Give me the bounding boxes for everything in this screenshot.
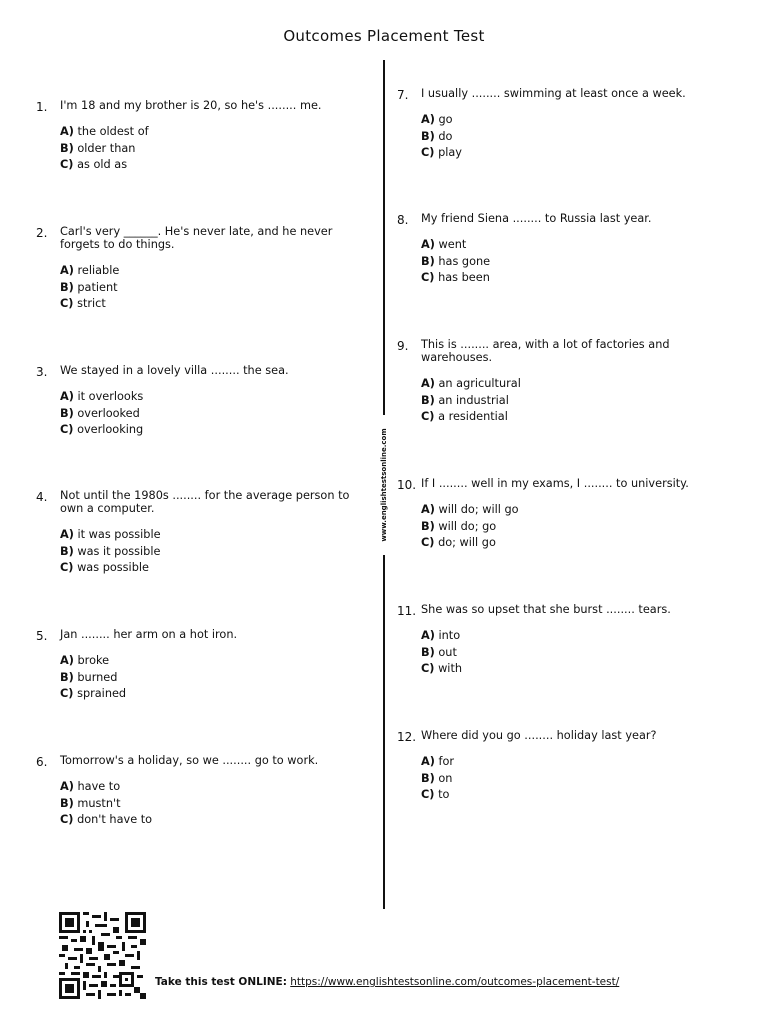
option-text: has gone <box>438 254 491 268</box>
option-c[interactable] <box>60 812 370 829</box>
option-text: reliable <box>77 264 120 277</box>
option-letter: B) <box>60 280 74 294</box>
question-stem: Carl's very ______. He's never late, and he never forgets to do things. <box>60 225 333 251</box>
question-stem: Tomorrow's a holiday, so we ........ go to work. <box>60 754 319 767</box>
option-text: on <box>438 771 453 785</box>
option-text: was possible <box>77 561 149 575</box>
option-a[interactable] <box>421 112 731 129</box>
option-b[interactable] <box>60 544 370 561</box>
footer <box>155 976 619 988</box>
option-b[interactable] <box>60 141 370 158</box>
option-text: will do; go <box>438 519 497 533</box>
option-c[interactable] <box>60 686 370 703</box>
option-c[interactable] <box>421 409 731 426</box>
option-c[interactable] <box>60 422 370 439</box>
question-number: 10. <box>397 478 417 492</box>
option-text: will do; will go <box>438 503 519 516</box>
option-c[interactable] <box>421 535 731 552</box>
option-b[interactable] <box>421 645 731 662</box>
option-b[interactable] <box>421 393 731 410</box>
option-text: go <box>438 113 453 126</box>
option-a[interactable] <box>421 376 731 393</box>
question-12 <box>397 729 731 804</box>
question-4 <box>36 489 370 577</box>
option-text: patient <box>77 280 118 294</box>
question-number: 2. <box>36 226 48 240</box>
question-10 <box>397 477 731 552</box>
option-c[interactable] <box>421 145 731 162</box>
option-letter: C) <box>60 687 74 701</box>
option-c[interactable] <box>421 270 731 287</box>
question-number: 11. <box>397 604 417 618</box>
option-text: out <box>438 645 457 659</box>
option-letter: C) <box>60 158 74 172</box>
option-letter: C) <box>60 813 74 827</box>
option-text: a residential <box>438 410 508 424</box>
option-letter: C) <box>421 410 435 424</box>
watermark-text: www.englishtestsonline.com <box>378 415 390 555</box>
option-text: it overlooks <box>77 390 144 403</box>
option-letter: B) <box>60 141 74 155</box>
option-text: do <box>438 129 453 143</box>
question-number: 1. <box>36 100 48 114</box>
question-1 <box>36 99 370 174</box>
question-stem: My friend Siena ........ to Russia last year. <box>421 212 652 225</box>
question-6 <box>36 754 370 829</box>
question-number: 4. <box>36 490 48 504</box>
option-a[interactable] <box>60 779 370 796</box>
option-letter: A) <box>421 238 435 251</box>
option-letter: B) <box>421 254 435 268</box>
option-letter: A) <box>60 125 74 138</box>
option-text: sprained <box>77 687 127 701</box>
option-letter: A) <box>421 755 435 768</box>
question-7 <box>397 87 731 162</box>
question-number: 9. <box>397 339 409 353</box>
option-letter: C) <box>421 788 435 802</box>
option-letter: A) <box>60 264 74 277</box>
question-number: 6. <box>36 755 48 769</box>
option-b[interactable] <box>60 670 370 687</box>
question-number: 5. <box>36 629 48 643</box>
option-letter: B) <box>421 519 435 533</box>
option-letter: A) <box>421 377 435 390</box>
question-11 <box>397 603 731 678</box>
question-stem: She was so upset that she burst ........ tears. <box>421 603 671 616</box>
question-stem: I'm 18 and my brother is 20, so he's ........ me. <box>60 99 322 112</box>
option-b[interactable] <box>421 129 731 146</box>
option-a[interactable] <box>60 263 370 280</box>
option-a[interactable] <box>421 628 731 645</box>
test-online-link[interactable]: https://www.englishtestsonline.com/outcomes-placement-test/ <box>290 976 620 988</box>
option-a[interactable] <box>60 527 370 544</box>
question-stem: I usually ........ swimming at least once a week. <box>421 87 686 100</box>
option-letter: C) <box>60 423 74 437</box>
option-text: have to <box>77 780 121 793</box>
option-text: an agricultural <box>438 377 521 390</box>
question-8 <box>397 212 731 287</box>
option-letter: B) <box>60 544 74 558</box>
option-text: don't have to <box>77 813 153 827</box>
option-text: was it possible <box>77 544 161 558</box>
option-letter: C) <box>421 662 435 676</box>
option-text: went <box>438 238 467 251</box>
option-letter: C) <box>421 146 435 160</box>
page-title: Outcomes Placement Test <box>283 27 485 45</box>
question-3 <box>36 364 370 439</box>
option-a[interactable] <box>60 124 370 141</box>
option-letter: C) <box>421 271 435 285</box>
question-number: 3. <box>36 365 48 379</box>
question-stem: If I ........ well in my exams, I ........ to university. <box>421 477 689 490</box>
question-2 <box>36 225 370 313</box>
option-letter: B) <box>60 796 74 810</box>
option-text: into <box>438 629 461 642</box>
question-5 <box>36 628 370 703</box>
option-letter: B) <box>421 393 435 407</box>
option-c[interactable] <box>60 157 370 174</box>
option-letter: A) <box>60 654 74 667</box>
option-text: the oldest of <box>77 125 149 138</box>
question-stem: Not until the 1980s ........ for the average person to own a computer. <box>60 489 350 515</box>
option-a[interactable] <box>421 754 731 771</box>
option-text: burned <box>77 670 118 684</box>
question-stem: This is ........ area, with a lot of factories and warehouses. <box>421 338 670 364</box>
option-text: do; will go <box>438 536 496 550</box>
option-letter: B) <box>60 670 74 684</box>
question-stem: We stayed in a lovely villa ........ the sea. <box>60 364 289 377</box>
option-text: it was possible <box>77 528 161 541</box>
footer-label: Take this test ONLINE: <box>155 976 287 988</box>
option-letter: B) <box>421 645 435 659</box>
option-text: an industrial <box>438 393 509 407</box>
option-b[interactable] <box>421 519 731 536</box>
option-text: strict <box>77 297 106 311</box>
option-c[interactable] <box>60 296 370 313</box>
option-letter: A) <box>421 503 435 516</box>
option-b[interactable] <box>60 280 370 297</box>
option-letter: A) <box>60 528 74 541</box>
option-text: older than <box>77 141 136 155</box>
option-letter: B) <box>60 406 74 420</box>
option-a[interactable] <box>421 502 731 519</box>
option-a[interactable] <box>421 237 731 254</box>
option-a[interactable] <box>60 653 370 670</box>
option-letter: A) <box>60 390 74 403</box>
qr-code-icon[interactable] <box>58 912 147 999</box>
option-c[interactable] <box>421 661 731 678</box>
question-number: 8. <box>397 213 409 227</box>
option-text: for <box>438 755 455 768</box>
option-text: overlooked <box>77 406 140 420</box>
question-stem: Where did you go ........ holiday last year? <box>421 729 657 742</box>
option-letter: A) <box>60 780 74 793</box>
option-text: play <box>438 146 462 160</box>
option-text: broke <box>77 654 110 667</box>
option-letter: C) <box>60 561 74 575</box>
option-letter: C) <box>60 297 74 311</box>
option-text: with <box>438 662 463 676</box>
option-letter: B) <box>421 771 435 785</box>
option-text: to <box>438 788 450 802</box>
option-letter: A) <box>421 113 435 126</box>
option-text: as old as <box>77 158 128 172</box>
question-9 <box>397 338 731 426</box>
option-letter: C) <box>421 536 435 550</box>
option-letter: A) <box>421 629 435 642</box>
option-a[interactable] <box>60 389 370 406</box>
question-number: 7. <box>397 88 409 102</box>
question-stem: Jan ........ her arm on a hot iron. <box>60 628 238 641</box>
option-b[interactable] <box>60 406 370 423</box>
question-number: 12. <box>397 730 417 744</box>
option-text: overlooking <box>77 423 144 437</box>
option-c[interactable] <box>421 787 731 804</box>
option-letter: B) <box>421 129 435 143</box>
option-c[interactable] <box>60 560 370 577</box>
option-b[interactable] <box>421 771 731 788</box>
option-text: mustn't <box>77 796 121 810</box>
option-b[interactable] <box>421 254 731 271</box>
option-b[interactable] <box>60 796 370 813</box>
option-text: has been <box>438 271 490 285</box>
